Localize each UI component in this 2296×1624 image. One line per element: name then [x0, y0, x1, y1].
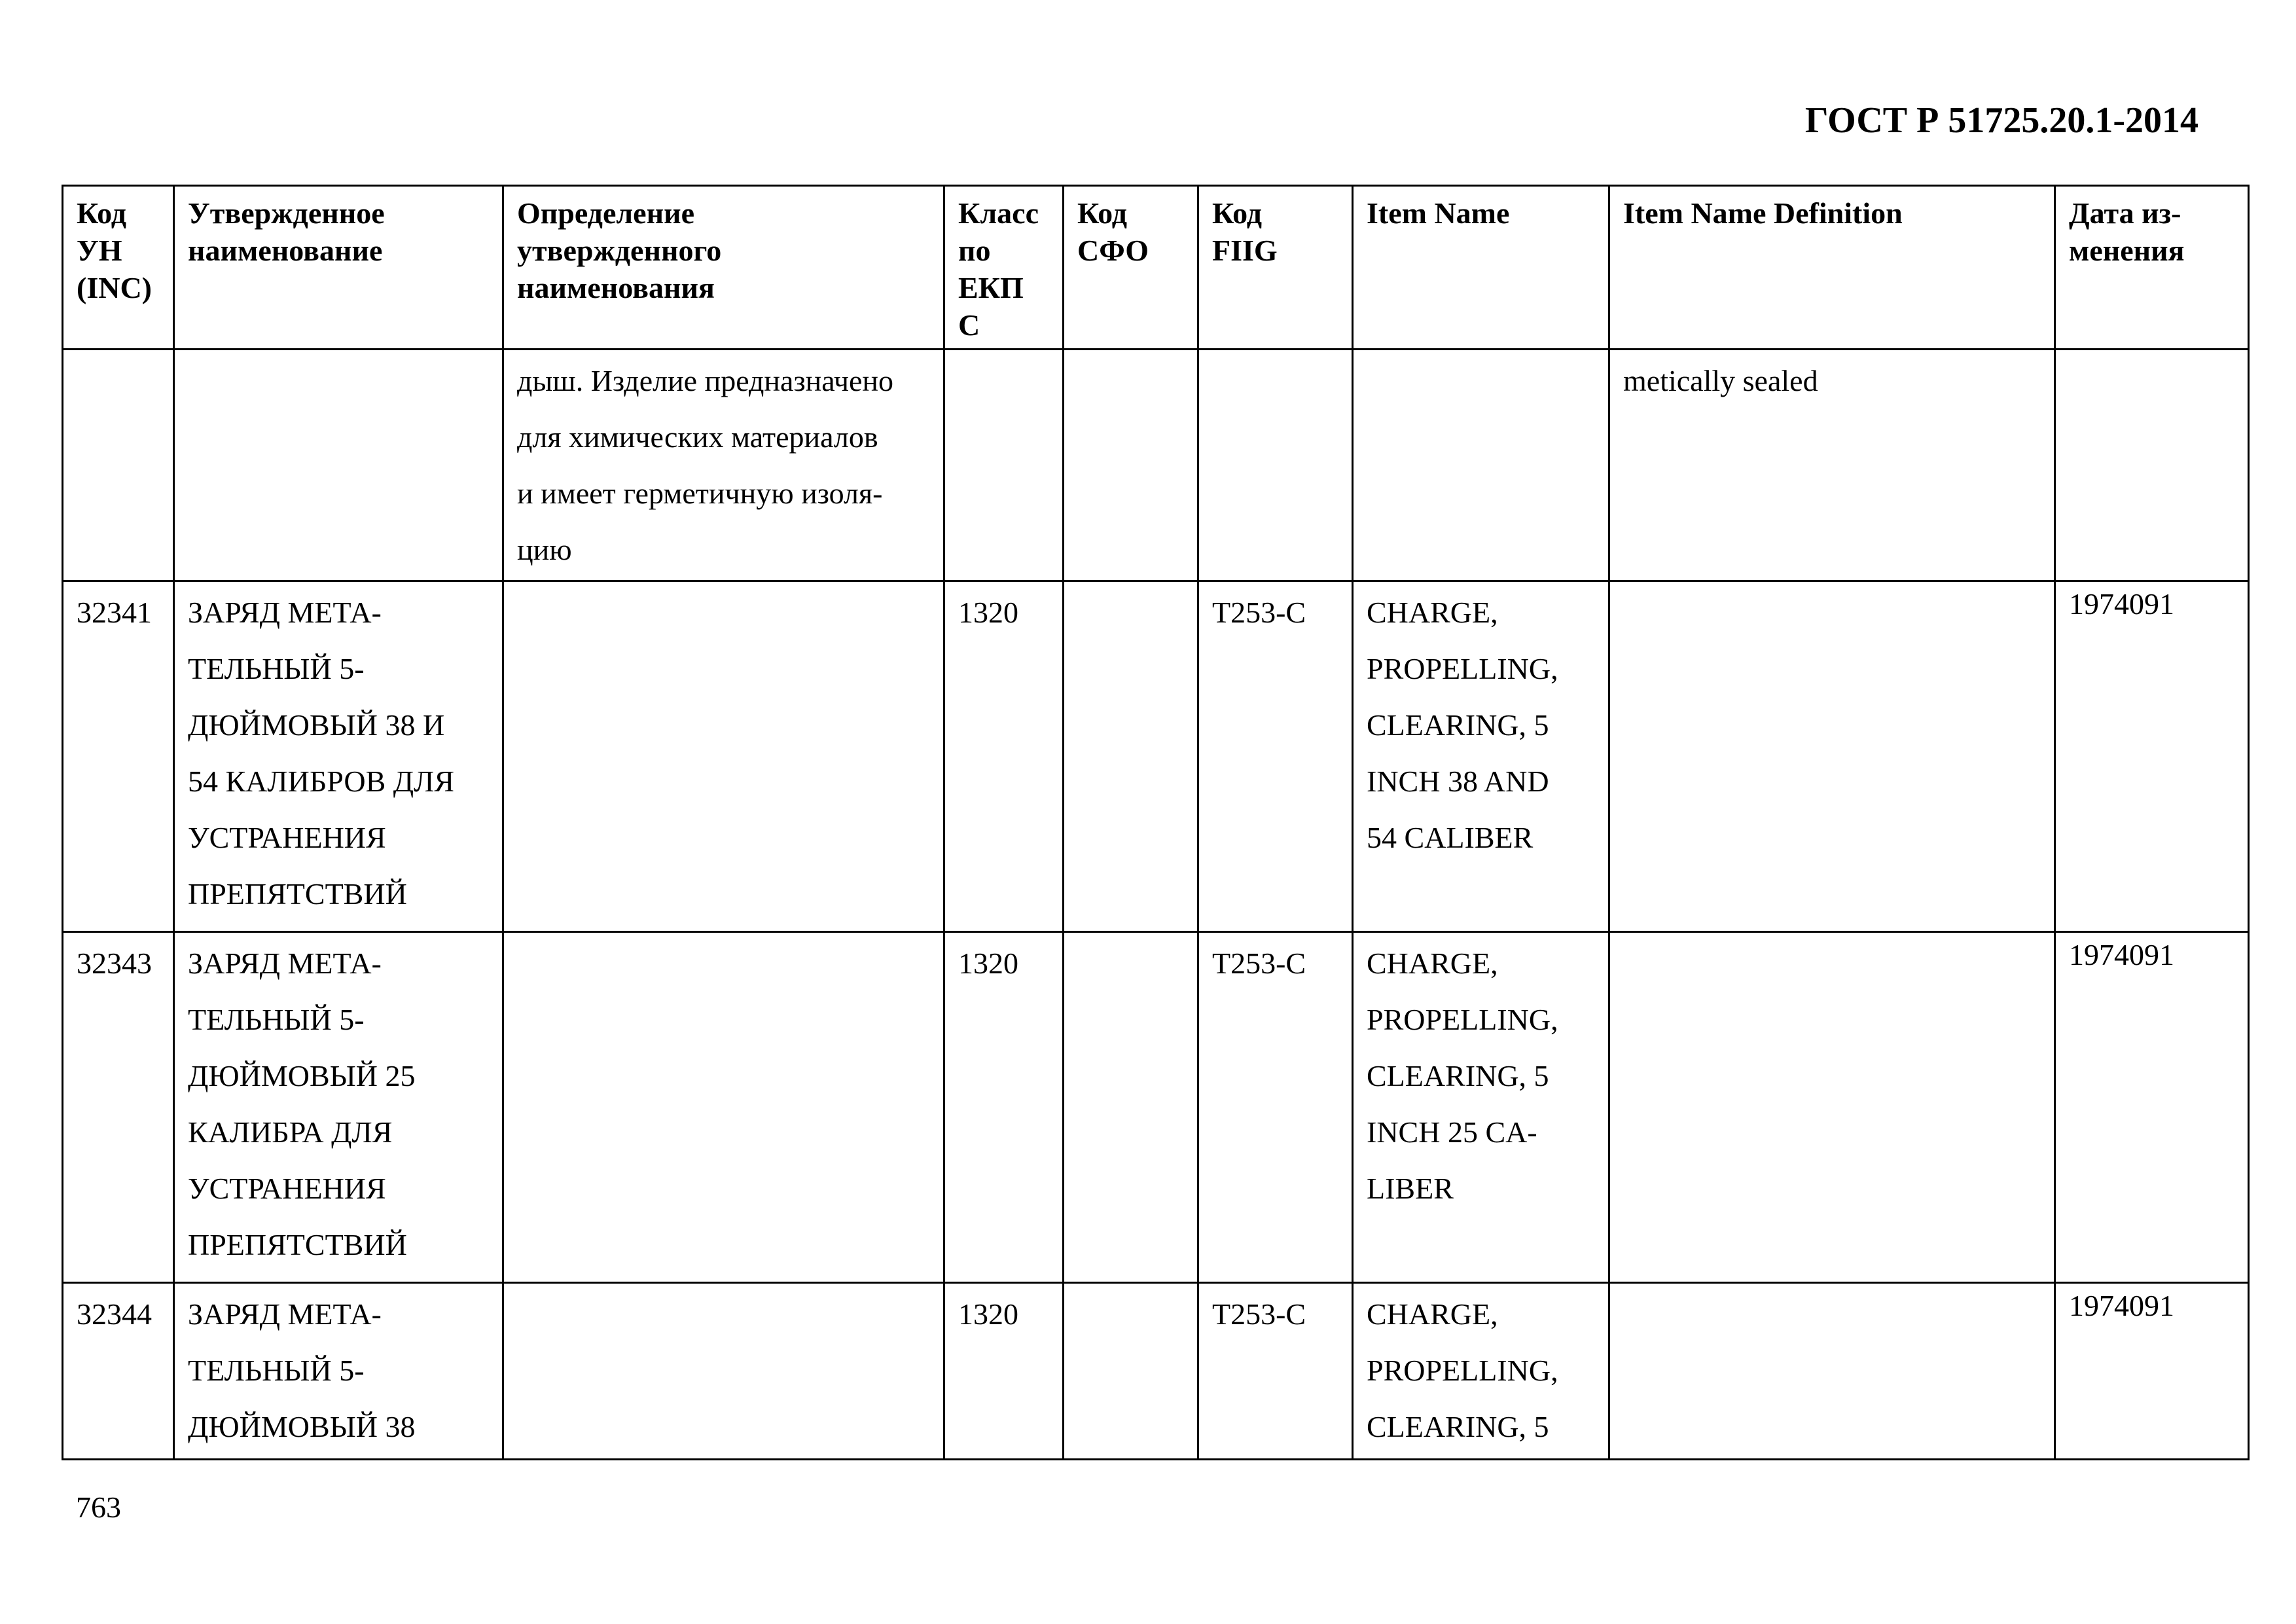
cell-fiig-code: T253-C — [1198, 581, 1353, 932]
table-row — [63, 932, 2249, 1283]
cell-item-name-definition: metically sealed — [1609, 350, 2055, 581]
cell-approved-name: ЗАРЯД МЕТА- ТЕЛЬНЫЙ 5- ДЮЙМОВЫЙ 25 КАЛИБРА ДЛЯ УСТРАНЕНИЯ ПРЕПЯТСТВИЙ — [174, 932, 503, 1283]
cell-name-definition — [503, 581, 944, 932]
cell-sfo-code — [1064, 581, 1198, 932]
cell-sfo-code — [1064, 350, 1198, 581]
cell-inc: 32343 — [63, 932, 174, 1283]
cell-fiig-code — [1198, 350, 1353, 581]
cell-change-date — [2055, 581, 2249, 932]
cell-item-name: CHARGE, PROPELLING, CLEARING, 5 INCH 25 CA- LIBER — [1353, 932, 1609, 1283]
cell-change-date — [2055, 350, 2249, 581]
cell-item-name: CHARGE, PROPELLING, CLEARING, 5 — [1353, 1283, 1609, 1460]
catalog-table — [62, 185, 2250, 1460]
cell-class: 1320 — [944, 1283, 1064, 1460]
column-header-approved-name: Утвержденное наименование — [174, 186, 503, 350]
cell-name-definition — [503, 932, 944, 1283]
cell-sfo-code — [1064, 932, 1198, 1283]
cell-name-definition — [503, 1283, 944, 1460]
column-header-inc: Код УН (INC) — [63, 186, 174, 350]
cell-item-name-definition — [1609, 581, 2055, 932]
table-header-row — [63, 186, 2249, 350]
cell-item-name — [1353, 350, 1609, 581]
column-header-sfo-code: Код СФО — [1064, 186, 1198, 350]
cell-class: 1320 — [944, 581, 1064, 932]
cell-item-name: CHARGE, PROPELLING, CLEARING, 5 INCH 38 AND 54 CALIBER — [1353, 581, 1609, 932]
column-header-item-name: Item Name — [1353, 186, 1609, 350]
cell-approved-name: ЗАРЯД МЕТА- ТЕЛЬНЫЙ 5- ДЮЙМОВЫЙ 38 — [174, 1283, 503, 1460]
column-header-fiig-code: Код FIIG — [1198, 186, 1353, 350]
column-header-class: Класс по ЕКП С — [944, 186, 1064, 350]
cell-approved-name — [174, 350, 503, 581]
change-date-value: 1974091 — [2069, 587, 2174, 621]
change-date-value: 1974091 — [2069, 1289, 2174, 1322]
cell-item-name-definition — [1609, 1283, 2055, 1460]
column-header-item-name-definition: Item Name Definition — [1609, 186, 2055, 350]
table-row — [63, 350, 2249, 581]
cell-sfo-code — [1064, 1283, 1198, 1460]
cell-fiig-code: T253-C — [1198, 1283, 1353, 1460]
change-date-value: 1974091 — [2069, 938, 2174, 971]
page-number: 763 — [76, 1490, 121, 1524]
table-row — [63, 1283, 2249, 1460]
cell-approved-name: ЗАРЯД МЕТА- ТЕЛЬНЫЙ 5- ДЮЙМОВЫЙ 38 И 54 КАЛИБРОВ ДЛЯ УСТРАНЕНИЯ ПРЕПЯТСТВИЙ — [174, 581, 503, 932]
cell-fiig-code: T253-C — [1198, 932, 1353, 1283]
cell-change-date — [2055, 1283, 2249, 1460]
document-standard-title: ГОСТ Р 51725.20.1-2014 — [1804, 100, 2198, 141]
table-row — [63, 581, 2249, 932]
cell-inc — [63, 350, 174, 581]
cell-inc: 32344 — [63, 1283, 174, 1460]
cell-name-definition: дыш. Изделие предназначено для химических материалов и имеет герметичную изоля- цию — [503, 350, 944, 581]
column-header-name-definition: Определение утвержденного наименования — [503, 186, 944, 350]
cell-class: 1320 — [944, 932, 1064, 1283]
column-header-change-date: Дата из- менения — [2055, 186, 2249, 350]
cell-item-name-definition — [1609, 932, 2055, 1283]
cell-change-date — [2055, 932, 2249, 1283]
cell-class — [944, 350, 1064, 581]
cell-inc: 32341 — [63, 581, 174, 932]
